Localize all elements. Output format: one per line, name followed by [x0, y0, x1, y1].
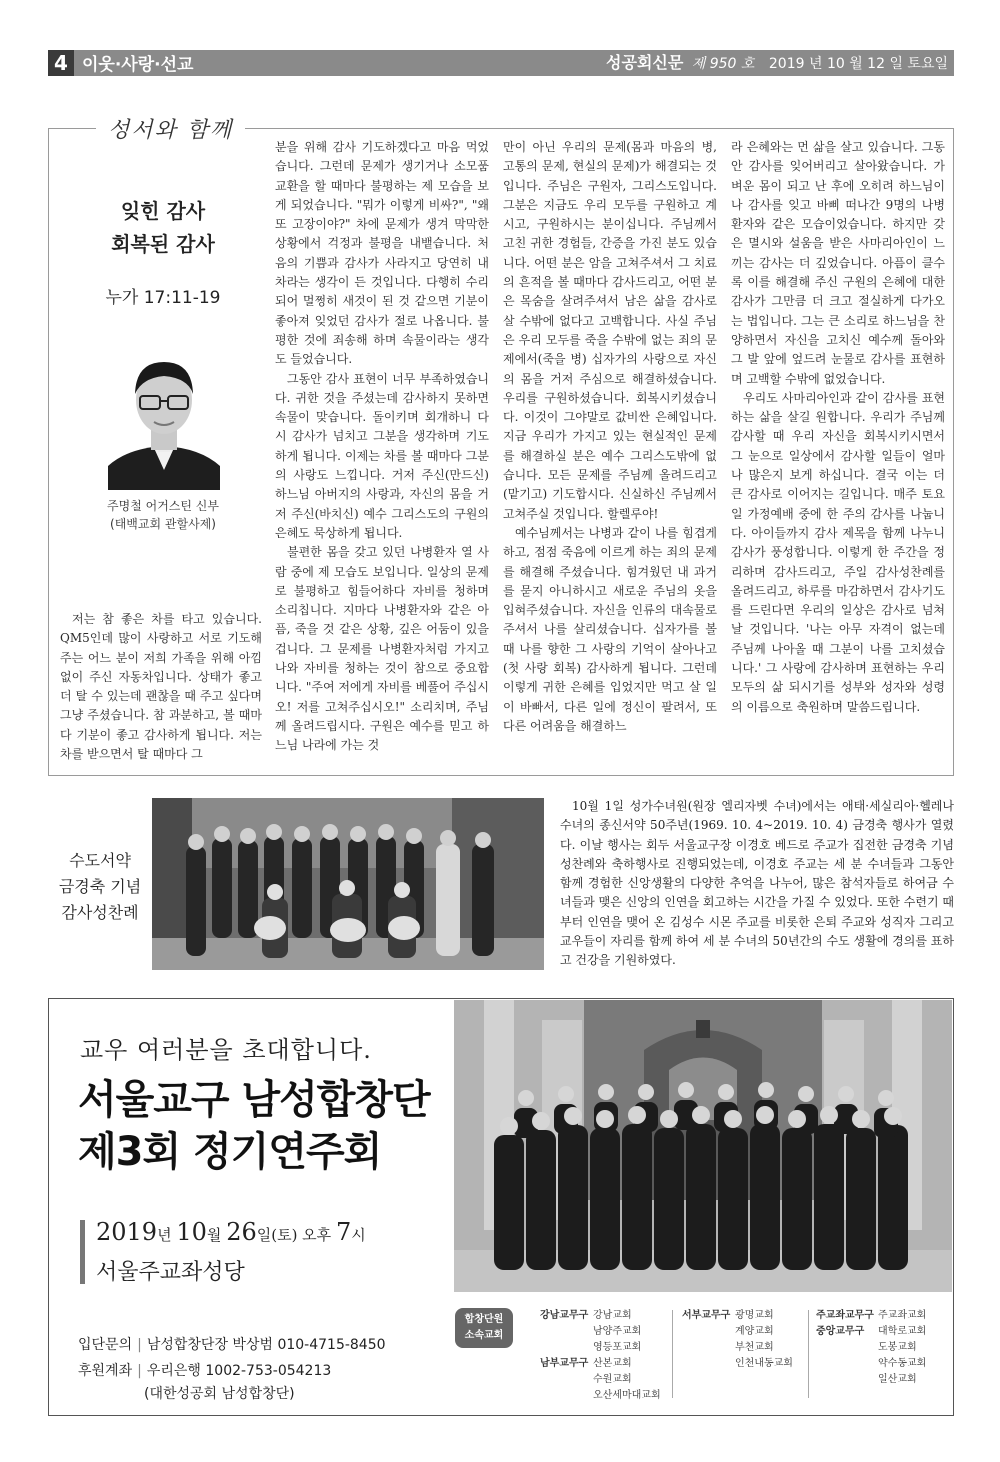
parish-item: 광명교회 — [735, 1310, 774, 1321]
author-name: 주명철 어거스틴 신부 — [107, 499, 219, 513]
concert-venue: 서울주교좌성당 — [96, 1260, 245, 1285]
ad-invite: 교우 여러분을 초대합니다. — [80, 1036, 372, 1064]
divider — [672, 1310, 673, 1398]
accent-bar — [80, 1220, 85, 1284]
paragraph: 우리도 사마리아인과 같이 감사를 표현하는 삶을 살길 원합니다. 우리가 주님께 감사할 때 우리 자신을 회복시키시면서 그 눈으로 일상에서 감사할 일들이 얼마나 많은지 보게 하십니다. 결국 이는 더 큰 감사로 이어지는 길입니다. 매주 토요일 가정예배 중에 한 주의 감사를 나눕니다. 아이들까지 감사 제목을 함께 나누니 감사가 풍성합니다. 이렇게 한 주간을 정리하며 감사드리고, 주일 감사성찬례를 올려드리고, 하루를 마감하면서 감사기도를 드린다면 우리의 일상은 감사로 넘쳐날 것입니다. '나는 아무 자격이 없는데 주님께 나아올 때 그분이 나를 고치셨습니다.' 그 사랑에 감사하며 표현하는 우리 모두의 삶 되시기를 성부와 성자와 성령의 이름으로 축원하며 말씀드립니다. — [731, 390, 945, 714]
event-title — [48, 848, 152, 926]
date-day: 26 — [226, 1218, 257, 1246]
date-month: 10 — [176, 1218, 207, 1246]
ad-title-line2: 제3회 정기연주회 — [78, 1129, 382, 1175]
author-caption — [60, 497, 266, 533]
account-value: 우리은행 1002-753-054213 — [146, 1363, 332, 1379]
chip-line2: 소속교회 — [464, 1330, 504, 1341]
contact-value: 남성합창단장 박상범 010-4715-8450 — [146, 1337, 386, 1353]
masthead — [606, 50, 948, 73]
paragraph: 저는 참 좋은 차를 타고 있습니다. QM5인데 많이 사랑하고 서로 기도해 주는 어느 분이 저희 가족을 위해 아낌없이 주신 자동차입니다. 상태가 좋고 더 탈 수 있는데 괜찮을 때 주고 싶다며 그냥 주셨습니다. 참 과분하고, 볼 때마다 기분이 좋고 감사하게 됩니다. 저는 차를 받으면서 탈 때마다 그 — [60, 612, 262, 762]
district-name: 남부교무구 — [540, 1358, 589, 1369]
parish-list — [878, 1308, 948, 1324]
paragraph: 분을 위해 감사 기도하겠다고 마음 먹었습니다. 그런데 문제가 생기거나 소모품 교환을 할 때마다 불평하는 제 모습을 보게 되었습니다. "뭐가 이렇게 비싸?", "왜 또 고장이야?" 차에 문제가 생겨 막막한 상황에서 걱정과 불평을 내뱉습니다. 처음의 기쁨과 감사가 사라지고 당연히 내 차라는 생각이 든 것입니다. 다행히 수리되어 멀쩡히 새것이 된 것 같으면 기분이 좋아져 잊었던 감사가 절로 나옵니다. 불평한 것에 죄송해 하며 속물이라는 생각도 들었습니다. — [275, 140, 489, 367]
parish-item: 남양주교회 — [593, 1326, 642, 1337]
bible-column-3 — [503, 138, 717, 736]
page-header — [48, 50, 954, 76]
paragraph: 만이 아닌 우리의 문제(몸과 마음의 병, 고통의 문제, 현실의 문제)가 해결되는 것입니다. 주님은 구원자, 그리스도입니다. 그분은 지금도 우리 모두를 구원하고 계시고, 구원하시는 분이십니다. 주님께서 고친 귀한 경험들, 간증을 가진 분도 있습니다. 어떤 분은 암을 고쳐주셔서 그 치료의 흔적을 볼 때마다 감사드리고, 어떤 분은 목숨을 살려주셔서 남은 삶을 감사로 살 수밖에 없다고 고백합니다. 사실 주님은 우리 모두를 죽을 수밖에 없는 죄의 문제에서(죽을 병) 십자가의 사랑으로 자신의 몸을 거저 주심으로 해결하셨습니다. 우리를 구원하셨습니다. 회복시키셨습니다. 이것이 그야말로 값비싼 은혜입니다. 지금 우리가 가지고 있는 현실적인 문제를 해결하실 분은 예수 그리스도밖에 없습니다. 모든 문제를 주님께 올려드리고(맡기고) 기도합시다. 신실하신 주님께서 고쳐주실 것입니다. 할렐루야! — [503, 140, 717, 521]
sermon-title-line1: 잊힌 감사 — [120, 199, 206, 223]
date-hour-unit: 시 — [351, 1226, 366, 1244]
date-year-unit: 년 — [157, 1226, 172, 1244]
parish-item: 약수동교회 — [878, 1358, 927, 1369]
concert-date — [96, 1218, 366, 1246]
ad-title-line1: 서울교구 남성합창단 — [78, 1077, 430, 1123]
bible-column-2 — [275, 138, 489, 756]
district-name: 서부교무구 — [682, 1310, 731, 1321]
parish-item: 수원교회 — [593, 1374, 632, 1385]
event-title-line1: 수도서약 — [69, 851, 131, 870]
bible-column-4 — [731, 138, 945, 717]
parish-item: 인천내동교회 — [735, 1358, 793, 1369]
parish-list-chip — [455, 1308, 513, 1348]
parish-list — [593, 1308, 669, 1356]
box-title: 성서와 함께 — [96, 113, 245, 144]
parish-item: 영등포교회 — [593, 1342, 642, 1353]
parish-item: 산본교회 — [593, 1358, 632, 1369]
district-name: 강남교무구 — [540, 1310, 589, 1321]
paragraph: 불편한 몸을 갖고 있던 나병환자 열 사람 중에 제 모습도 보입니다. 일상의 문제로 불평하고 힘들어하다 자비를 청하며 소리칩니다. 지마다 나병환자와 같은 아픔, 죽을 것 같은 상황, 깊은 어둠이 있을 겁니다. 그 문제를 나병환자처럼 가지고 나와 자비를 청하는 것이 참으로 중요합니다. "주여 저에게 자비를 베풀어 주십시오! 저를 고쳐주십시오!" 소리치며, 주님께 올려드립시다. 구원은 예수를 믿고 하느님 나라에 가는 것 — [275, 545, 489, 753]
author-role: (태백교회 관할사제) — [110, 517, 216, 531]
date-hour: 7 — [335, 1218, 352, 1246]
divider — [808, 1310, 809, 1398]
issue-number: 제 950 호 — [691, 56, 755, 72]
district-name: 주교좌교무구 — [816, 1310, 874, 1321]
account-line: 후원계좌 | 우리은행 1002-753-054213 — [78, 1363, 332, 1379]
date-year: 2019 — [96, 1218, 158, 1246]
parish-item: 강남교회 — [593, 1310, 632, 1321]
event-title-line3: 감사성찬례 — [61, 903, 139, 922]
bible-column-1 — [60, 610, 262, 764]
paragraph: 라 은혜와는 먼 삶을 살고 있습니다. 그동안 감사를 잊어버리고 살아왔습니다. 가벼운 몸이 되고 난 후에 오히려 하느님이나 감사를 잊고 바삐 떠나간 9명의 나병환자와 같은 모습이었습니다. 하지만 갖은 멸시와 설움을 받은 사마리아인이 느끼는 감사는 더 깊었습니다. 아픔이 클수록 이를 해결해 주신 구원의 은혜에 대한 감사가 그만큼 더 크고 절실하게 다가오는 법입니다. 그는 큰 소리로 하느님을 찬양하면서 자신을 고치신 예수께 돌아와 그 발 앞에 엎드려 눈물로 감사를 표현하며 고백할 수밖에 없었습니다. — [731, 140, 945, 386]
sermon-title — [60, 195, 266, 261]
parish-list — [735, 1308, 807, 1372]
paper-name: 성공회신문 — [606, 53, 684, 72]
account-holder: (대한성공회 남성합창단) — [144, 1386, 295, 1402]
choir-photo — [454, 1000, 952, 1292]
date-day-unit: 일(토) 오후 — [256, 1226, 332, 1244]
contact-label: 입단문의 — [78, 1337, 133, 1353]
district-name: 중앙교무구 — [816, 1326, 865, 1337]
parish-item: 오산세마대교회 — [593, 1390, 661, 1401]
sermon-title-line2: 회복된 감사 — [111, 232, 215, 256]
contact-line: 입단문의 | 남성합창단장 박상범 010-4715-8450 — [78, 1337, 386, 1353]
parish-item: 일산교회 — [878, 1374, 917, 1385]
parish-item: 부천교회 — [735, 1342, 774, 1353]
date-month-unit: 월 — [206, 1226, 222, 1244]
parish-item: 도봉교회 — [878, 1342, 917, 1353]
account-label: 후원계좌 — [78, 1363, 133, 1379]
parish-list — [878, 1324, 948, 1388]
scripture-reference: 누가 17:11-19 — [105, 288, 221, 308]
section-title: 이웃·사랑·선교 — [82, 55, 194, 75]
event-article — [560, 797, 954, 971]
chip-line1: 합창단원 — [464, 1314, 504, 1325]
parish-item: 대학로교회 — [878, 1326, 927, 1337]
page-number: 4 — [48, 50, 74, 76]
issue-date: 2019 년 10 월 12 일 토요일 — [768, 56, 948, 72]
parish-list — [593, 1356, 669, 1404]
parish-item: 주교좌교회 — [878, 1310, 927, 1321]
paragraph: 예수님께서는 나병과 같이 나를 힘겹게 하고, 점점 죽음에 이르게 하는 죄의 문제를 해결해 주셨습니다. 힘겨웠던 내 과거를 묻지 아니하시고 새로운 주님의 옷을 입혀주셨습니다. 자신을 인류의 대속물로 주셔서 나를 살리셨습니다. 십자가를 볼 때 나를 향한 그 사랑의 기억이 살아나고(첫 사랑 회복) 감사하게 됩니다. 그런데 이렇게 귀한 은혜를 입었지만 먹고 살 일이 바빠서, 다른 일에 정신이 팔려서, 또 다른 어려움을 해결하느 — [503, 525, 717, 733]
author-portrait — [108, 348, 220, 490]
parish-item: 계양교회 — [735, 1326, 774, 1337]
event-title-line2: 금경축 기념 — [58, 877, 142, 896]
nuns-group-photo — [152, 798, 544, 970]
paragraph: 10월 1일 성가수녀원(원장 엘리자벳 수녀)에서는 애태·세실리아·헬레나 수녀의 종신서약 50주년(1969. 10. 4~2019. 10. 4) 금경축 행사가 열렸다. 이날 행사는 회두 서울교구장 이경호 베드로 주교가 집전한 금경축 기념 성찬례와 축하행사로 진행되었는데, 이경호 주교는 세 분 수녀들과 그동안 함께 경험한 신앙생활의 다양한 추억을 나누어, 많은 참석자들로 하여금 수녀들과 맺은 신앙의 인연을 회고하는 시간을 가질 수 있었다. 또한 수련기 때부터 인연을 맺어 온 김성수 시몬 주교를 비롯한 은퇴 주교와 성직자 그리고 교우들이 자리를 함께 하여 세 분 수녀의 50년간의 수도 생활에 경의를 표하고 건강을 기원하였다. — [560, 799, 954, 968]
paragraph: 그동안 감사 표현이 너무 부족하였습니다. 귀한 것을 주셨는데 감사하지 못하면 속물이 맞습니다. 돌이키며 회개하니 다시 감사가 넘치고 그분을 생각하며 기도하게 됩니다. 이제는 차를 볼 때마다 그분의 사랑도 느낍니다. 거저 주신(만드신) 하느님 아버지의 사랑과, 자신의 몸을 거저 주신(바치신) 예수 그리스도의 구원의 은혜도 묵상하게 됩니다. — [275, 371, 489, 540]
